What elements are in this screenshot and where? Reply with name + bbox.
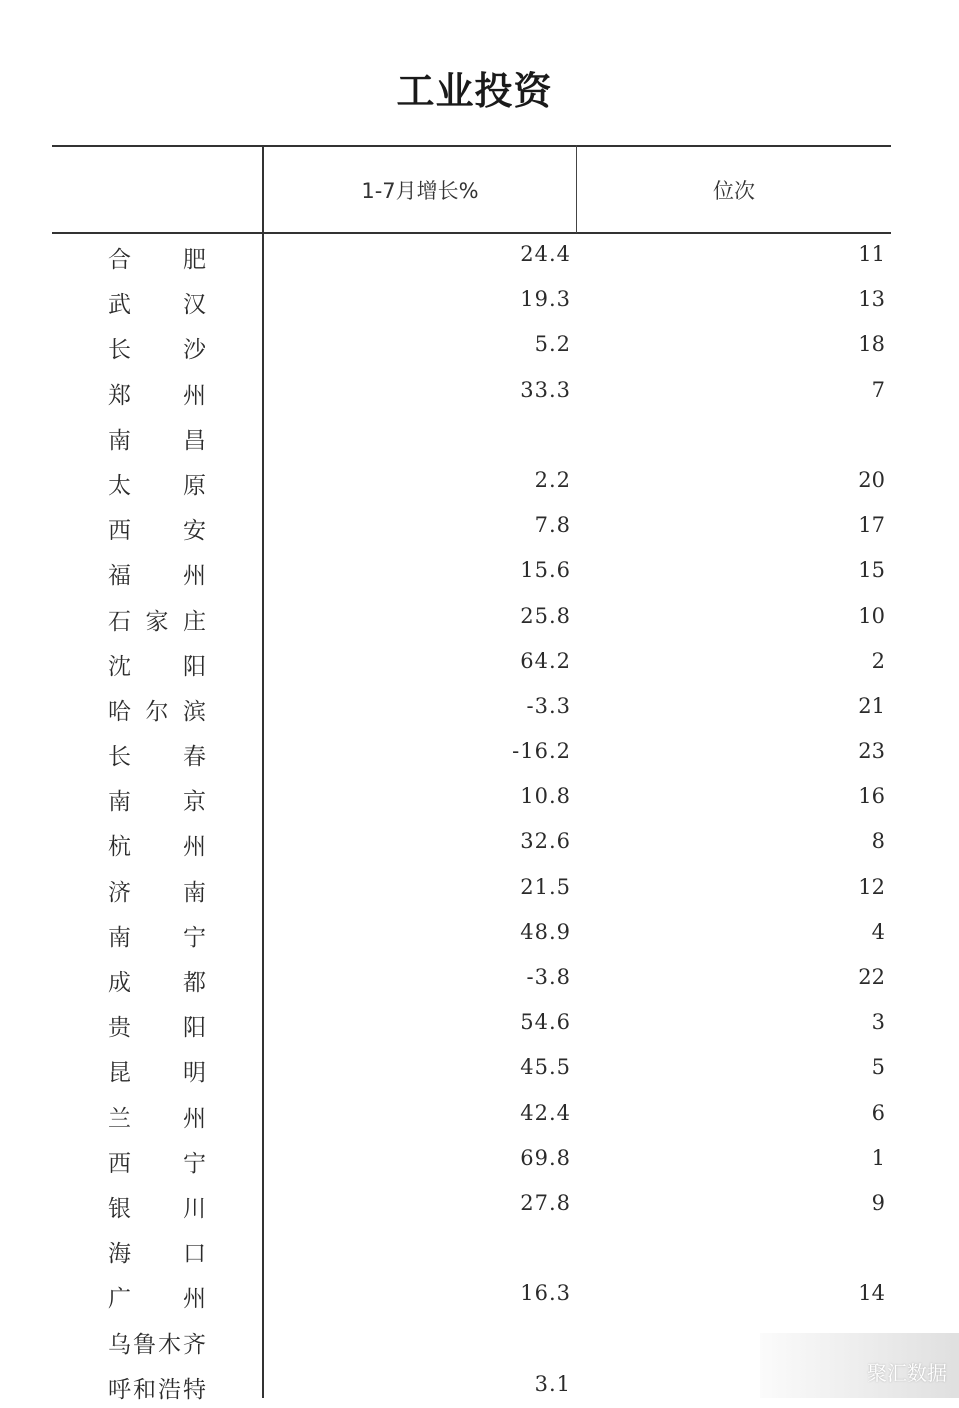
table-row (0, 685, 959, 730)
table-row (0, 820, 959, 865)
growth-value: -3.8 (526, 965, 571, 989)
city-name: 郑 州 (108, 382, 206, 409)
growth-value: 45.5 (520, 1055, 571, 1080)
table-row (0, 369, 959, 414)
growth-value: 10.8 (520, 784, 571, 809)
growth-value: 19.3 (520, 287, 571, 312)
rank-value: 13 (858, 287, 885, 312)
rank-value: 15 (858, 558, 885, 583)
rank-value: 7 (871, 377, 885, 402)
city-name: 哈 尔 滨 (108, 698, 206, 725)
page-title: 工业投资 (396, 69, 553, 113)
header-growth: 1-7月增长% (361, 179, 479, 203)
growth-value: 16.3 (520, 1281, 571, 1306)
growth-value: 64.2 (520, 648, 571, 673)
city-name: 西 安 (108, 518, 206, 545)
growth-value: 27.8 (520, 1190, 571, 1215)
growth-value: 2.2 (534, 467, 571, 492)
growth-value: 25.8 (520, 603, 571, 628)
city-name: 贵 阳 (108, 1015, 206, 1042)
table-row (0, 1092, 959, 1137)
table-row (0, 1182, 959, 1227)
growth-value: 3.1 (534, 1371, 571, 1396)
growth-value: 5.2 (534, 332, 571, 357)
rank-value: 14 (858, 1281, 885, 1306)
rank-value: 18 (858, 332, 885, 357)
table-row (0, 911, 959, 956)
growth-value: 69.8 (520, 1145, 571, 1170)
table-row (0, 278, 959, 323)
rank-value: 9 (871, 1190, 885, 1215)
city-name: 杭 州 (108, 834, 206, 861)
rank-value: 2 (871, 648, 885, 673)
table-row (0, 1137, 959, 1182)
city-name: 长 春 (108, 744, 206, 771)
table-row (0, 956, 959, 1001)
table-row (0, 504, 959, 549)
watermark (760, 1333, 959, 1398)
table-row (0, 323, 959, 368)
growth-value: 48.9 (520, 919, 571, 944)
rank-value: 11 (858, 242, 885, 266)
rank-value: 10 (858, 603, 885, 628)
city-name: 南 宁 (108, 924, 206, 951)
table-top-rule (52, 145, 891, 147)
header-rank: 位次 (713, 179, 755, 203)
table-row (0, 1001, 959, 1046)
city-name: 广 州 (108, 1286, 206, 1313)
growth-value: 54.6 (520, 1010, 571, 1035)
rank-value: 17 (858, 513, 885, 538)
rank-value: 4 (871, 919, 885, 944)
rank-value: 16 (858, 784, 885, 809)
rank-value: 1 (871, 1145, 885, 1170)
rank-value: 23 (858, 739, 885, 764)
rank-value: 5 (871, 1055, 885, 1080)
city-name: 长 沙 (108, 337, 206, 364)
city-name: 南 昌 (108, 427, 206, 454)
table-row (0, 414, 959, 459)
growth-value: 33.3 (520, 377, 571, 402)
growth-value: 21.5 (520, 874, 571, 899)
rank-value: 12 (858, 874, 885, 899)
city-name: 成 都 (108, 970, 206, 996)
city-name: 太 原 (108, 472, 206, 499)
table-row (0, 549, 959, 594)
table-row (0, 595, 959, 640)
table-row (0, 1046, 959, 1091)
table-body (0, 233, 959, 1408)
rank-value: 3 (871, 1010, 885, 1035)
city-name: 兰 州 (108, 1105, 206, 1132)
growth-value: -16.2 (512, 739, 571, 764)
city-name: 西 宁 (108, 1150, 206, 1177)
city-name: 银 川 (108, 1195, 206, 1222)
table-row (0, 233, 959, 278)
rank-value: 22 (858, 965, 885, 989)
city-name: 合 肥 (108, 247, 206, 273)
table-row (0, 1227, 959, 1272)
growth-value: -3.3 (526, 693, 571, 718)
table-row (0, 459, 959, 504)
watermark-text: 聚汇数据 (867, 1361, 947, 1385)
city-name: 福 州 (108, 563, 206, 590)
table-row (0, 775, 959, 820)
growth-value: 7.8 (534, 513, 571, 538)
rank-value: 8 (871, 829, 885, 854)
city-name: 呼 和 浩 特 (108, 1376, 206, 1403)
table-row (0, 866, 959, 911)
table-row (0, 1272, 959, 1317)
growth-value: 42.4 (520, 1100, 571, 1125)
city-name: 武 汉 (108, 292, 206, 319)
city-name: 乌 鲁 木 齐 (108, 1331, 206, 1358)
rank-value: 6 (871, 1100, 885, 1125)
city-name: 南 京 (108, 789, 206, 816)
rank-value: 20 (858, 467, 885, 492)
city-name: 济 南 (108, 879, 206, 906)
city-name: 昆 明 (108, 1060, 206, 1087)
table-row (0, 730, 959, 775)
rank-value: 21 (858, 693, 885, 718)
city-name: 石 家 庄 (108, 608, 206, 635)
city-name: 沈 阳 (108, 653, 206, 680)
city-name: 海 口 (108, 1241, 206, 1268)
growth-value: 32.6 (520, 829, 571, 854)
table-row (0, 640, 959, 685)
growth-value: 15.6 (520, 558, 571, 583)
growth-value: 24.4 (520, 242, 571, 266)
